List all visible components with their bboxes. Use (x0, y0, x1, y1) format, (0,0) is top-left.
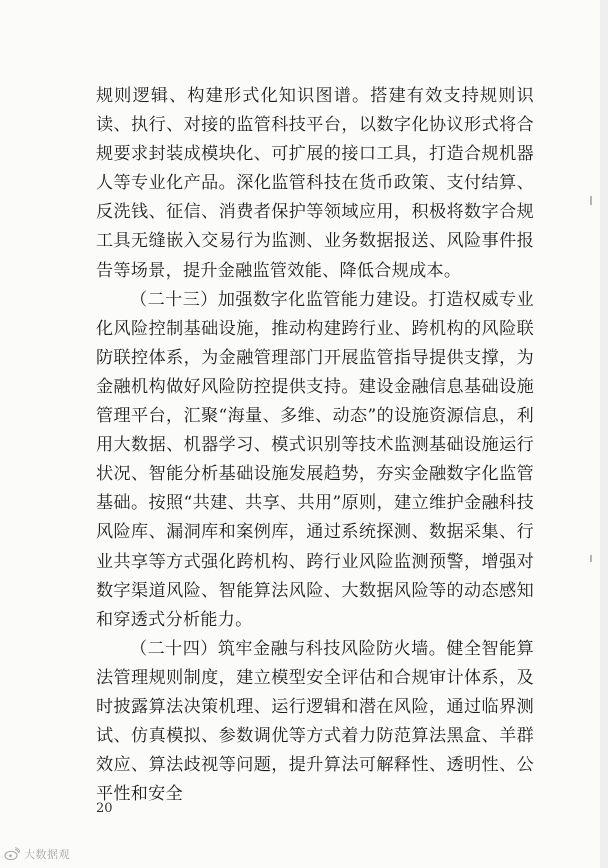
weibo-icon (4, 847, 20, 861)
scan-margin-mark (590, 196, 592, 205)
document-body (96, 82, 534, 809)
page-number: 20 (96, 801, 113, 816)
scan-margin-mark (590, 555, 592, 562)
watermark-text: 大数据观 (24, 848, 70, 861)
watermark (4, 846, 70, 862)
paragraph-continuation: 规则逻辑、构建形式化知识图谱。搭建有效支持规则识读、执行、对接的监管科技平台，以数字化协议形式将合规要求封装成模块化、可扩展的接口工具，打造合规机器人等专业化产品。深化监管科技在货币政策、支付结算、反洗钱、征信、消费者保护等领域应用，积极将数字合规工具无缝嵌入交易行为监测、业务数据报送、风险事件报告等场景，提升金融监管效能、降低合规成本。 (96, 86, 534, 281)
page-edge-shadow (600, 0, 608, 868)
paragraph-section-24: （二十四）筑牢金融与科技风险防火墙。健全智能算法管理规则制度，建立模型安全评估和合规审计体系，及时披露算法决策机理、运行逻辑和潜在风险，通过临界测试、仿真模拟、参数调优等方式着力防范算法黑盒、羊群效应、算法歧视等问题，提升算法可解释性、透明性、公平性和安全 (96, 638, 534, 805)
paragraph-section-23: （二十三）加强数字化监管能力建设。打造权威专业化风险控制基础设施，推动构建跨行业、跨机构的风险联防联控体系，为金融管理部门开展监管指导提供支撑，为金融机构做好风险防控提供支持。建设金融信息基础设施管理平台，汇聚“海量、多维、动态”的设施资源信息，利用大数据、机器学习、模式识别等技术监测基础设施运行状况、智能分析基础设施发展趋势，夯实金融数字化监管基础。按照“共建、共享、共用”原则，建立维护金融科技风险库、漏洞库和案例库，通过系统探测、数据采集、行业共享等方式强化跨机构、跨行业风险监测预警，增强对数字渠道风险、智能算法风险、大数据风险等的动态感知和穿透式分析能力。 (96, 289, 534, 630)
